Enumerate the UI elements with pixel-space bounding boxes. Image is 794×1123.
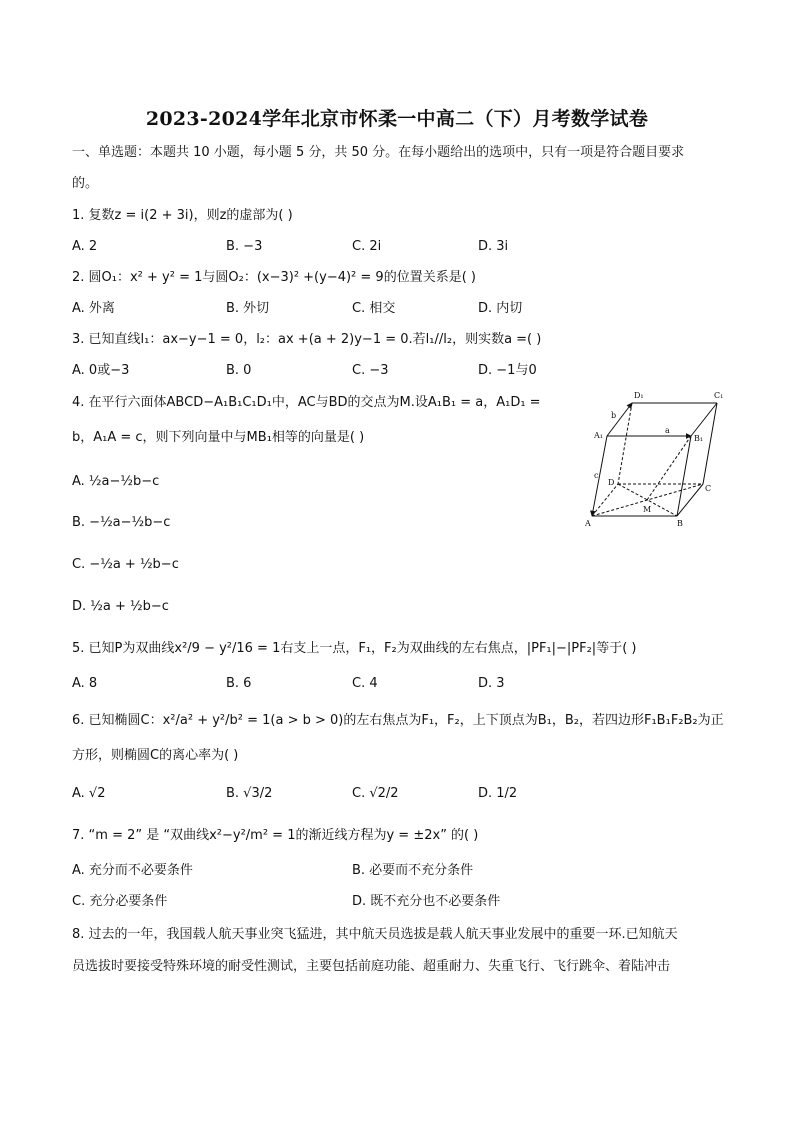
- question-6-stem-line-1: 6. 已知椭圆C：x²/a² + y²/b² = 1(a > b > 0)的左右焦点为F₁，F₂，上下顶点为B₁，B₂，若四边形F₁B₁F₂B₂为正: [72, 713, 724, 728]
- question-1-option-d[interactable]: D. 3i: [478, 239, 509, 254]
- question-5-option-b[interactable]: B. 6: [226, 676, 252, 691]
- question-2-option-d[interactable]: D. 内切: [478, 301, 523, 316]
- question-6-option-d[interactable]: D. 1/2: [478, 786, 518, 801]
- question-6-option-b[interactable]: B. √3/2: [226, 786, 273, 801]
- label-m: M: [643, 505, 652, 514]
- section-heading-line-1: 一、单选题：本题共 10 小题，每小题 5 分，共 50 分。在每小题给出的选项中，只有一项是符合题目要求: [72, 145, 685, 160]
- question-7-option-d[interactable]: D. 既不充分也不必要条件: [352, 894, 501, 909]
- question-7-option-b[interactable]: B. 必要而不充分条件: [352, 863, 474, 878]
- question-1-stem: 1. 复数z = i(2 + 3i)，则z的虚部为( ): [72, 208, 293, 223]
- question-3-option-a[interactable]: A. 0或−3: [72, 363, 130, 378]
- question-8-stem-line-2: 员选拔时要接受特殊环境的耐受性测试，主要包括前庭功能、超重耐力、失重飞行、飞行跳伞、着陆冲击: [72, 959, 671, 974]
- question-7-stem: 7. “m = 2” 是 “双曲线x²−y²/m² = 1的渐近线方程为y = ±2x” 的( ): [72, 828, 479, 843]
- question-3-option-d[interactable]: D. −1与0: [478, 363, 537, 378]
- label-point-b: B: [677, 519, 683, 528]
- label-b1: B₁: [694, 434, 704, 443]
- question-4-option-b[interactable]: B. −½a−½b−c: [72, 515, 171, 530]
- question-6-option-c[interactable]: C. √2/2: [352, 786, 399, 801]
- exam-title: 2023-2024学年北京市怀柔一中高二（下）月考数学试卷: [145, 108, 649, 130]
- label-a1: A₁: [594, 431, 603, 440]
- question-5-option-c[interactable]: C. 4: [352, 676, 378, 691]
- edge-b1-c1: [691, 403, 717, 436]
- question-3-stem: 3. 已知直线l₁：ax−y−1 = 0，l₂：ax +(a + 2)y−1 = 0.若l₁//l₂，则实数a =( ): [72, 332, 542, 347]
- question-1-option-c[interactable]: C. 2i: [352, 239, 382, 254]
- question-2-option-c[interactable]: C. 相交: [352, 301, 396, 316]
- question-1-option-a[interactable]: A. 2: [72, 239, 98, 254]
- label-c1: C₁: [714, 391, 724, 400]
- label-c: c: [594, 471, 599, 480]
- section-heading-line-2: 的。: [72, 176, 99, 191]
- label-b: b: [611, 411, 617, 420]
- question-6-stem-line-2: 方形，则椭圆C的离心率为( ): [72, 748, 239, 763]
- edge-d1-d-hidden: [618, 403, 632, 484]
- edge-c1-c: [703, 403, 717, 484]
- question-3-option-b[interactable]: B. 0: [226, 363, 252, 378]
- question-2-stem: 2. 圆O₁：x² + y² = 1与圆O₂：(x−3)² +(y−4)² = 9的位置关系是( ): [72, 270, 476, 285]
- edge-b1-b: [677, 436, 691, 516]
- question-5-option-d[interactable]: D. 3: [478, 676, 505, 691]
- parallelepiped-figure: [582, 388, 732, 530]
- segment-m-b1: [647, 436, 691, 500]
- question-7-option-c[interactable]: C. 充分必要条件: [72, 894, 168, 909]
- label-d1: D₁: [634, 391, 644, 400]
- label-a: a: [665, 426, 670, 435]
- question-4-stem-line-2: b，A₁A = c，则下列向量中与MB₁相等的向量是( ): [72, 430, 365, 445]
- label-d: D: [608, 478, 615, 487]
- question-4-option-c[interactable]: C. −½a + ½b−c: [72, 557, 179, 572]
- edge-b-c: [677, 484, 703, 516]
- edge-a-d-hidden: [592, 484, 618, 516]
- question-5-stem: 5. 已知P为双曲线x²/9 − y²/16 = 1右支上一点，F₁，F₂为双曲线的左右焦点，|PF₁|−|PF₂|等于( ): [72, 641, 637, 656]
- question-2-option-a[interactable]: A. 外离: [72, 301, 115, 316]
- question-3-option-c[interactable]: C. −3: [352, 363, 389, 378]
- question-4-option-d[interactable]: D. ½a + ½b−c: [72, 599, 169, 614]
- label-point-c: C: [705, 484, 712, 493]
- question-4-option-a[interactable]: A. ½a−½b−c: [72, 474, 160, 489]
- question-4-stem-line-1: 4. 在平行六面体ABCD−A₁B₁C₁D₁中，AC与BD的交点为M.设A₁B₁ = a，A₁D₁ =: [72, 395, 541, 410]
- label-point-a: A: [585, 519, 591, 528]
- question-1-option-b[interactable]: B. −3: [226, 239, 263, 254]
- question-6-option-a[interactable]: A. √2: [72, 786, 106, 801]
- question-8-stem-line-1: 8. 过去的一年，我国载人航天事业突飞猛进，其中航天员选拔是载人航天事业发展中的重要一环.已知航天: [72, 927, 678, 942]
- question-5-option-a[interactable]: A. 8: [72, 676, 98, 691]
- question-2-option-b[interactable]: B. 外切: [226, 301, 270, 316]
- question-7-option-a[interactable]: A. 充分而不必要条件: [72, 863, 193, 878]
